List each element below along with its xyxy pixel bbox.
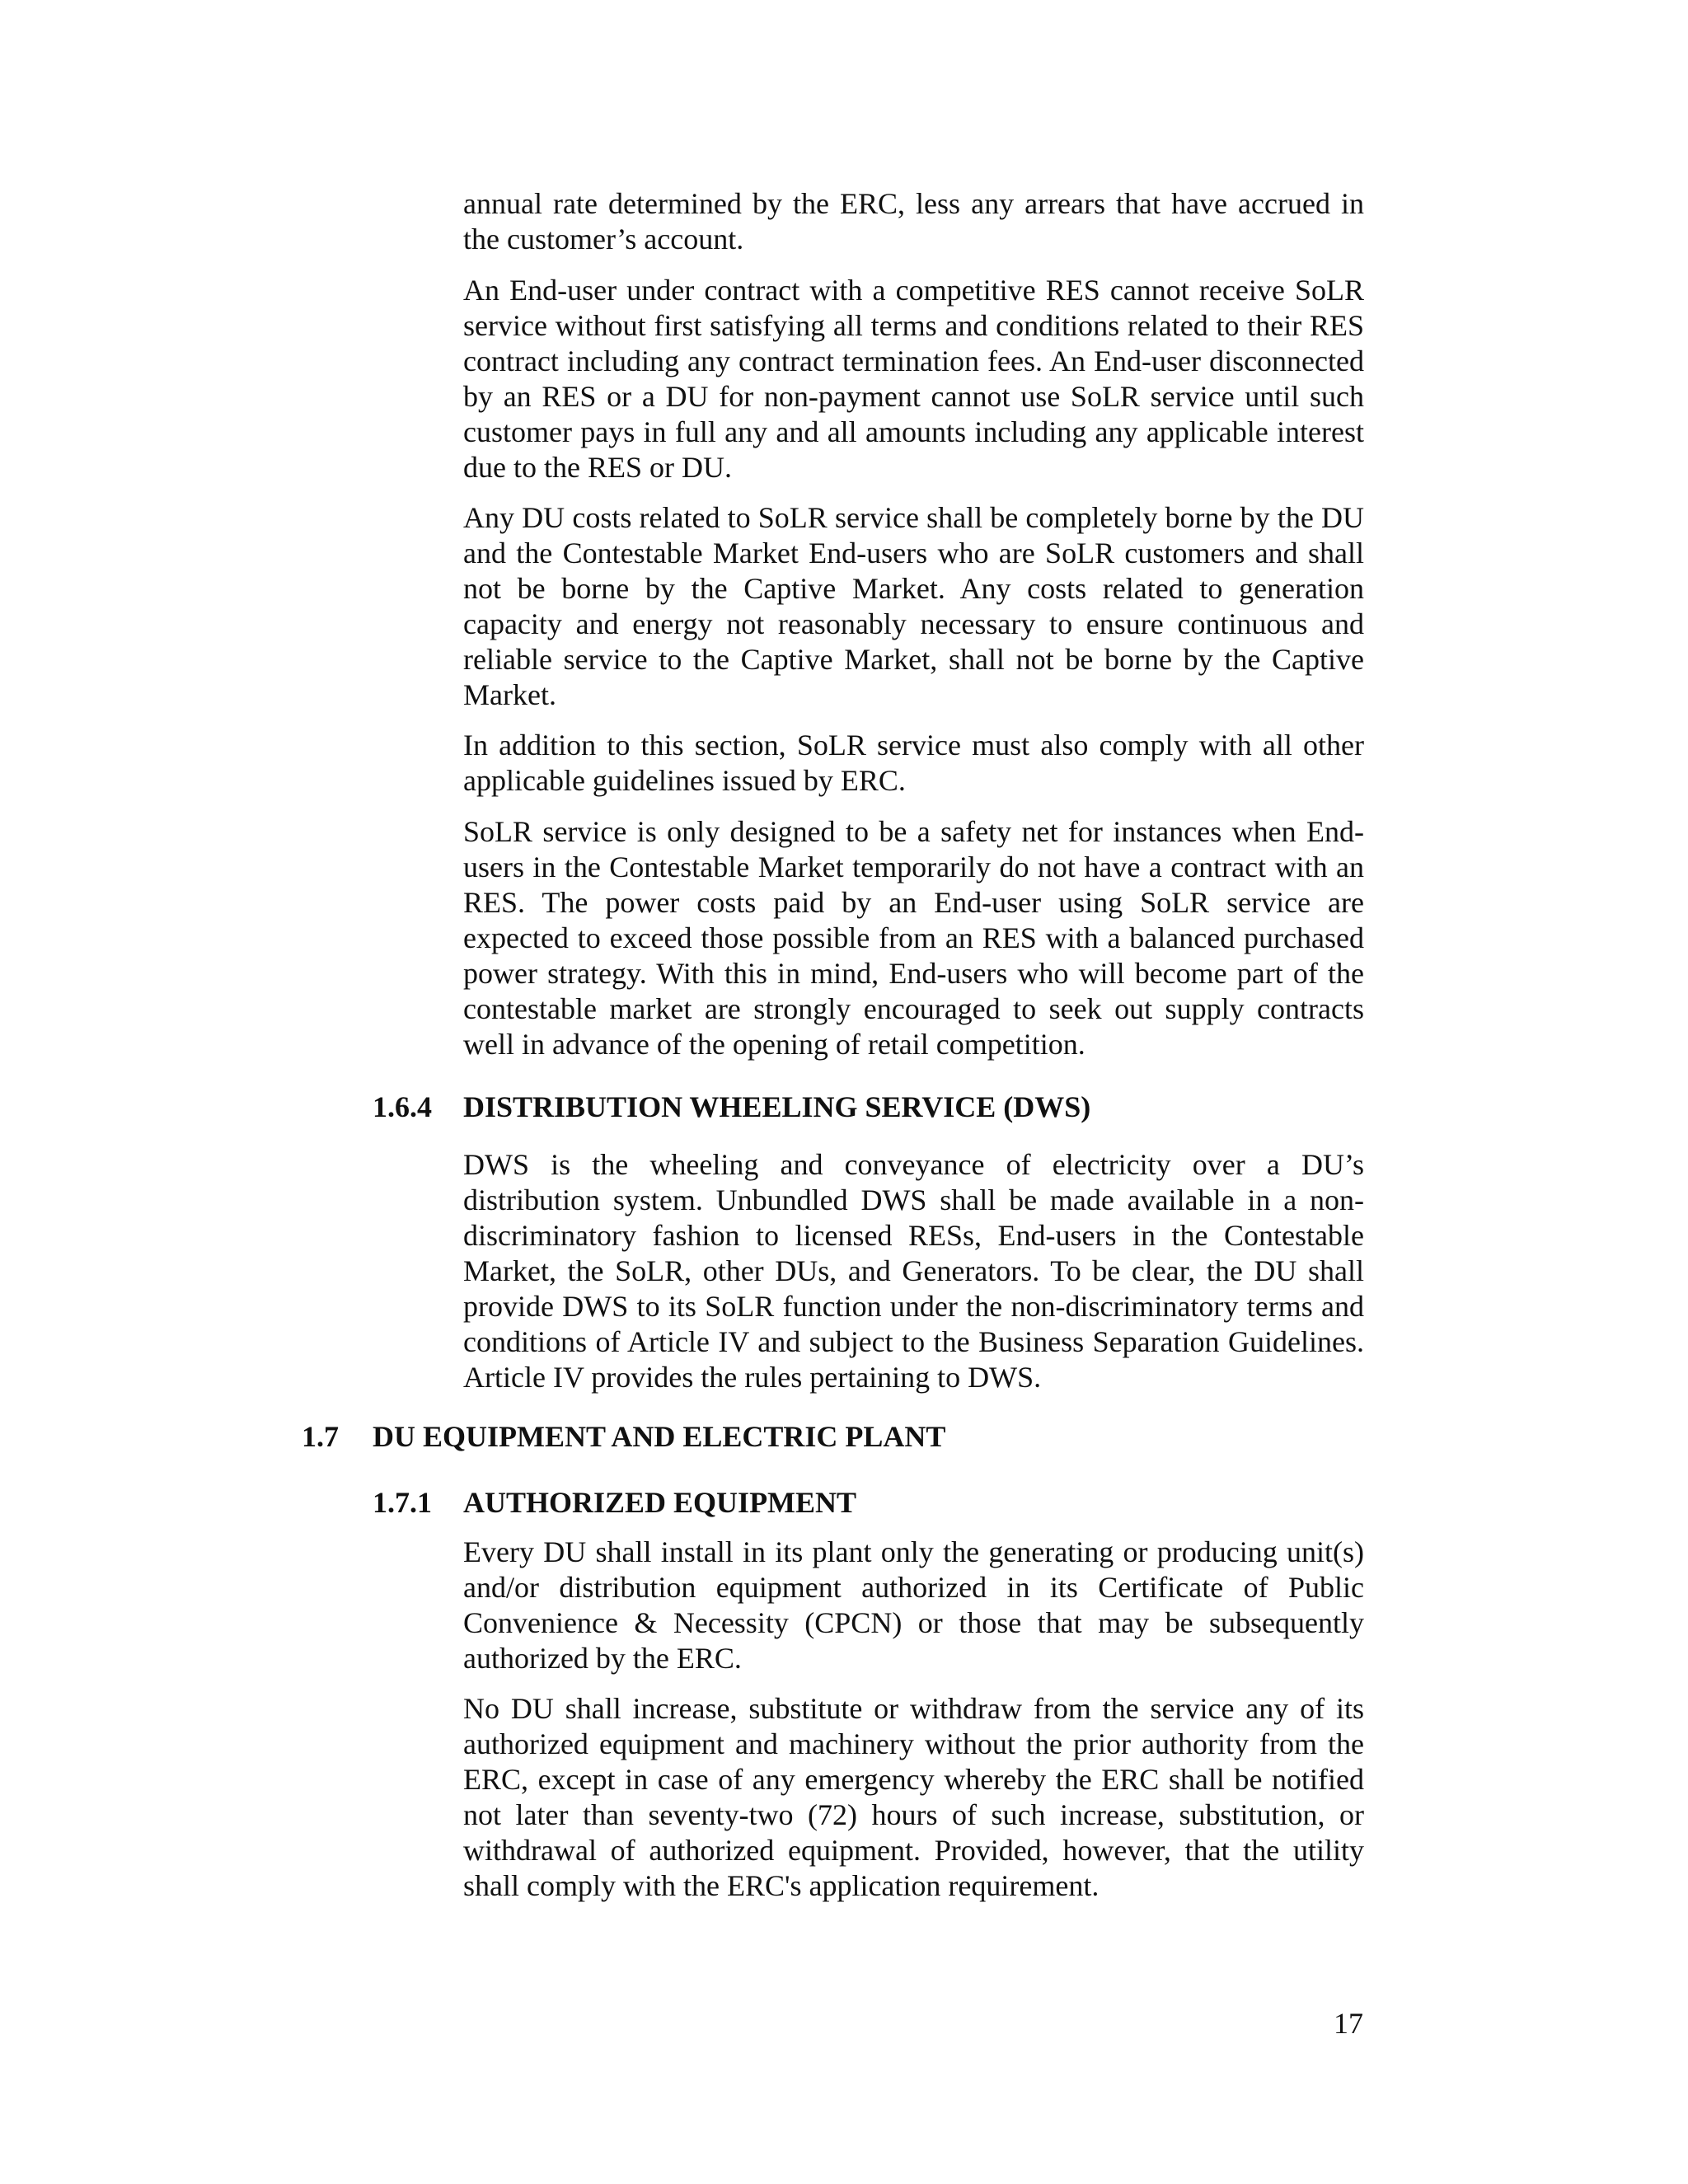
paragraph-end-user-contract: An End-user under contract with a competitive RES cannot receive SoLR service without first satisfying all terms and conditions related to their RES contract including any contract termination fees. An End-user disconnected by an RES or a DU for non-payment cannot use SoLR service until such customer pays in full any and all amounts including any applicable interest due to the RES or DU. — [463, 274, 1364, 484]
section-number-1-7: 1.7 — [302, 1420, 339, 1453]
page-number: 17 — [1334, 2007, 1363, 2040]
section-heading-du-equipment: DU EQUIPMENT AND ELECTRIC PLANT — [373, 1420, 946, 1453]
paragraph-dws-definition: DWS is the wheeling and conveyance of electricity over a DU’s distribution system. Unbundled DWS shall be made available in a non-discriminatory fashion to licensed RESs, End-users in the Contestable Market, the SoLR, other DUs, and Generators. To be clear, the DU shall provide DWS to its SoLR function under the non-discriminatory terms and conditions of Article IV and subject to the Business Separation Guidelines. Article IV provides the rules pertaining to DWS. — [463, 1148, 1364, 1394]
paragraph-no-du-increase: No DU shall increase, substitute or withdraw from the service any of its authorized equipment and machinery without the prior authority from the ERC, except in case of any emergency whereby the ERC shall be notified not later than seventy-two (72) hours of such increase, substitution, or withdrawal of authorized equipment. Provided, however, that the utility shall comply with the ERC's application requirement. — [463, 1692, 1364, 1902]
paragraph-solr-safety-net: SoLR service is only designed to be a safety net for instances when End-users in the Contestable Market temporarily do not have a contract with an RES. The power costs paid by an End-user using SoLR service are expected to exceed those possible from an RES with a balanced purchased power strategy. With this in mind, End-users who will become part of the contestable market are strongly encouraged to seek out supply contracts well in advance of the opening of retail competition. — [463, 815, 1364, 1061]
section-heading-dws: DISTRIBUTION WHEELING SERVICE (DWS) — [463, 1090, 1091, 1123]
paragraph-solr-compliance: In addition to this section, SoLR service must also comply with all other applicable guidelines issued by ERC. — [463, 729, 1364, 797]
paragraph-du-costs: Any DU costs related to SoLR service shall be completely borne by the DU and the Contestable Market End-users who are SoLR customers and shall not be borne by the Captive Market. Any costs related to generation capacity and energy not reasonably necessary to ensure continuous and reliable service to the Captive Market, shall not be borne by the Captive Market. — [463, 501, 1364, 711]
paragraph-annual-rate: annual rate determined by the ERC, less any arrears that have accrued in the customer’s account. — [463, 187, 1364, 255]
section-heading-authorized-equipment: AUTHORIZED EQUIPMENT — [463, 1486, 857, 1519]
section-number-1-7-1: 1.7.1 — [373, 1486, 432, 1519]
section-number-1-6-4: 1.6.4 — [373, 1090, 432, 1123]
paragraph-authorized-equipment: Every DU shall install in its plant only the generating or producing unit(s) and/or distribution equipment authorized in its Certificate of Public Convenience & Necessity (CPCN) or those that may be subsequently authorized by the ERC. — [463, 1535, 1364, 1675]
